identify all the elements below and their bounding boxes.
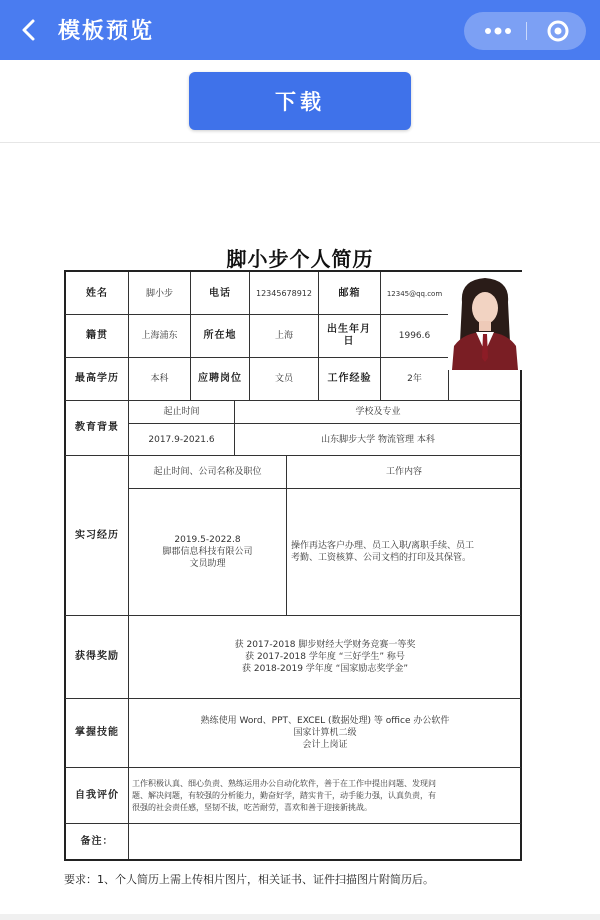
award-item: 获 2018-2019 学年度 “国家励志奖学金” [242, 664, 408, 674]
internship-label: 实习经历 [75, 529, 119, 541]
degree-label: 最高学历 [75, 373, 119, 384]
remark-label: 备注： [80, 835, 114, 847]
self-eval-line: 工作积极认真、细心负责、熟练运用办公自动化软件，善于在工作中提出问题、发现问 [132, 778, 436, 788]
birth-label: 出生年月日 [327, 324, 371, 347]
page-title: 模板预览 [58, 19, 155, 44]
phone-label: 电话 [209, 287, 231, 299]
intern-content-line: 操作再达客户办理、员工入职/离职手续、员工 [291, 541, 475, 551]
close-mini-program-button[interactable] [530, 12, 586, 50]
intern-content-line: 考勤、工资核算、公司文档的打印及其保管。 [291, 553, 472, 563]
phone-value: 12345678912 [256, 288, 312, 298]
position-value: 文员 [274, 374, 293, 384]
edu-time-header: 起止时间 [163, 407, 200, 417]
intern-time-header: 起止时间、公司名称及职位 [153, 467, 262, 477]
skills-cell [129, 699, 521, 767]
more-button[interactable] [470, 12, 526, 50]
name-label: 姓名 [86, 287, 108, 299]
email-value: 12345@qq.com [386, 289, 443, 298]
edu-school-header: 学校及专业 [355, 407, 401, 417]
back-button[interactable] [14, 14, 44, 46]
intern-time-line: 文员助理 [189, 559, 226, 569]
requirement-note: 要求：1、个人简历上需上传相片图片，相关证书、证件扫描图片附简历后。 [64, 873, 434, 886]
degree-value: 本科 [150, 374, 169, 384]
self-eval-line: 题、解决问题，有较强的分析能力，勤奋好学，踏实肯干，动手能力强，认真负责，有 [132, 790, 436, 800]
self-evaluation-cell [132, 768, 520, 823]
chevron-left-icon [14, 14, 44, 46]
experience-value: 2年 [407, 374, 422, 384]
skill-item: 国家计算机二级 [293, 728, 357, 738]
self-eval-line: 很强的社会责任感，坚韧不拔，吃苦耐劳，喜欢和善于迎接新挑战。 [132, 802, 372, 812]
skills-label: 掌握技能 [75, 727, 119, 738]
skill-item: 会计上岗证 [302, 740, 348, 750]
skill-item: 熟练使用 Word、PPT、EXCEL (数据处理) 等 office 办公软件 [200, 716, 450, 726]
remark-value [129, 824, 521, 859]
intern-content-header: 工作内容 [385, 467, 422, 477]
awards-cell [129, 616, 521, 698]
resume-title: 脚小步个人简历 [226, 247, 374, 271]
self-evaluation-label: 自我评价 [75, 789, 119, 801]
location-value: 上海 [274, 331, 293, 341]
download-button[interactable]: 下载 [189, 72, 411, 130]
education-label: 教育背景 [75, 422, 119, 433]
edu-time-value: 2017.9-2021.6 [148, 434, 215, 445]
edu-school-value: 山东脚步大学 物流管理 本科 [321, 434, 435, 445]
experience-label: 工作经验 [327, 373, 372, 384]
intern-content-cell [291, 489, 519, 615]
location-label: 所在地 [203, 330, 237, 341]
email-label: 邮箱 [338, 287, 361, 299]
bottom-edge [0, 914, 600, 920]
intern-time-line: 2019.5-2022.8 [174, 535, 241, 545]
birth-value: 1996.6 [398, 331, 431, 341]
origin-label: 籍贯 [86, 330, 108, 341]
intern-time-cell [129, 489, 286, 615]
target-circle-icon [530, 12, 586, 50]
award-item: 获 2017-2018 学年度 “三好学生” 称号 [245, 652, 405, 662]
intern-time-line: 脚郡信息科技有限公司 [162, 547, 253, 557]
origin-value: 上海浦东 [141, 331, 178, 341]
position-label: 应聘岗位 [198, 373, 242, 384]
capsule-divider [526, 22, 527, 40]
profile-photo [448, 272, 522, 370]
more-dots-icon [470, 12, 526, 50]
name-value: 脚小步 [145, 288, 173, 299]
awards-label: 获得奖励 [75, 651, 119, 662]
award-item: 获 2017-2018 脚步财经大学财务竞赛一等奖 [234, 640, 416, 650]
